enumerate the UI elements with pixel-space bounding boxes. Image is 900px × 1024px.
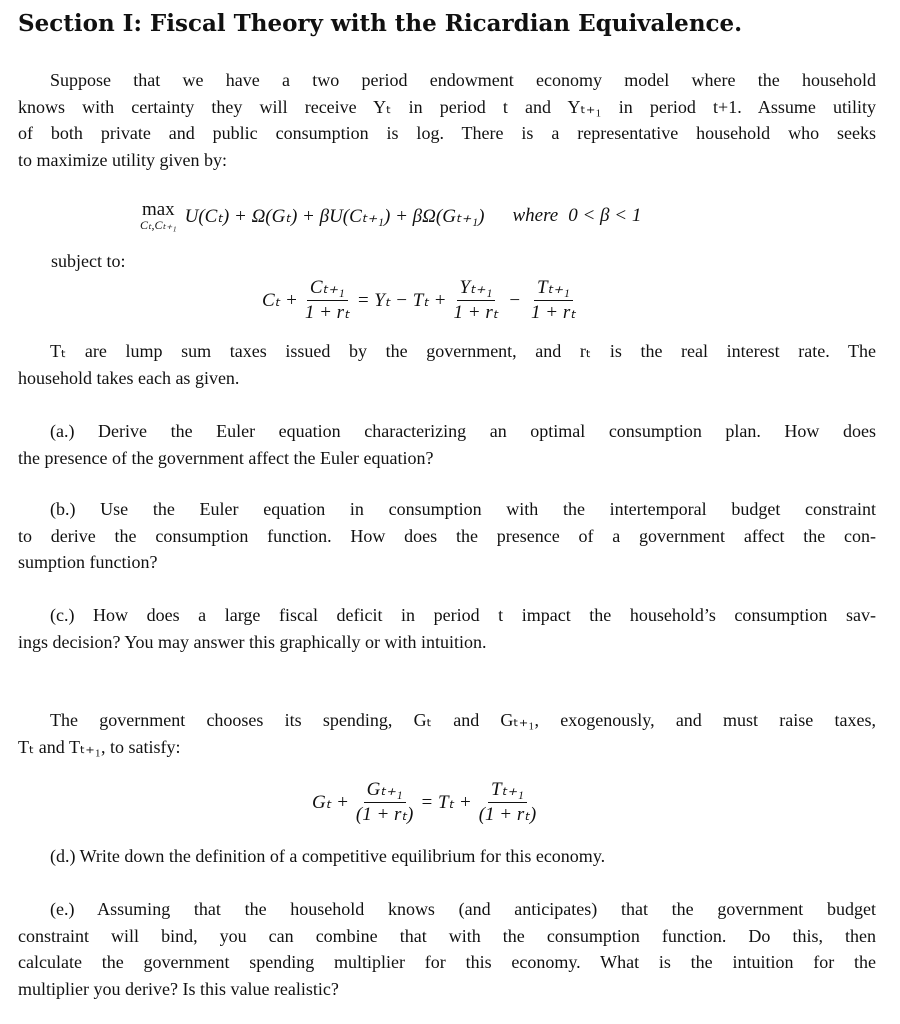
- question-line: ings decision? You may answer this graphically or with intuition.: [18, 631, 487, 652]
- question-line: calculate the government spending multiplier for this economy. What is the intuition for the: [18, 952, 876, 972]
- subject-to-label: subject to:: [51, 251, 126, 271]
- gov-fraction-taxes: [476, 780, 539, 825]
- government-budget-constraint: [312, 780, 543, 825]
- question-line: (b.) Use the Euler equation in consumption with the intertemporal budget constraint: [50, 499, 876, 519]
- budget-fraction-taxes: [528, 278, 579, 323]
- question-d: [18, 843, 876, 870]
- intro-line: Suppose that we have a two period endowment economy model where the household: [50, 70, 876, 90]
- government-line: The government chooses its spending, Gₜ and Gₜ₊₁, exogenously, and must raise taxes,: [50, 710, 876, 730]
- denominator: (1 + rₜ): [478, 804, 537, 825]
- government-paragraph: [18, 707, 876, 760]
- question-line: multiplier you derive? Is this value realistic?: [18, 978, 339, 999]
- question-line: (a.) Derive the Euler equation characterizing an optimal consumption plan. How does: [50, 421, 876, 441]
- taxes-note: [18, 338, 876, 391]
- max-operator: max: [141, 199, 175, 220]
- minus-sign: −: [509, 289, 521, 311]
- gov-budget-middle: = Tₜ +: [420, 792, 472, 813]
- numerator: Tₜ₊₁: [488, 780, 527, 803]
- numerator: Cₜ₊₁: [307, 278, 348, 301]
- question-line: (d.) Write down the definition of a competitive equilibrium for this economy.: [50, 846, 606, 866]
- question-line: (e.) Assuming that the household knows (and anticipates) that the government budget: [50, 899, 876, 919]
- denominator: (1 + rₜ): [355, 804, 414, 825]
- objective-equation: [140, 201, 641, 231]
- denominator: 1 + rₜ: [304, 302, 350, 323]
- denominator: 1 + rₜ: [531, 302, 576, 323]
- question-a: [18, 418, 876, 471]
- government-line: Tₜ and Tₜ₊₁, to satisfy:: [18, 736, 181, 757]
- intro-line: to maximize utility given by:: [18, 149, 227, 170]
- numerator: Tₜ₊₁: [534, 278, 573, 301]
- max-subscript: Cₜ,Cₜ₊₁: [140, 218, 177, 232]
- question-e: [18, 896, 876, 1002]
- condition-word: where: [512, 205, 559, 226]
- numerator: Gₜ₊₁: [364, 780, 406, 803]
- question-c: [18, 602, 876, 655]
- budget-middle: = Yₜ − Tₜ +: [356, 290, 447, 311]
- beta-condition: 0 < β < 1: [568, 205, 642, 226]
- question-b: [18, 496, 876, 576]
- objective-expression: U(Cₜ) + Ω(Gₜ) + βU(Cₜ₊₁) + βΩ(Gₜ₊₁): [184, 205, 485, 227]
- question-line: to derive the consumption function. How does the presence of a government affect the con-: [18, 525, 876, 546]
- question-line: sumption function?: [18, 552, 158, 572]
- question-line: (c.) How does a large fiscal deficit in period t impact the household’s consumption sav-: [50, 605, 876, 625]
- intro-line: of both private and public consumption is log. There is a representative household who seeks: [18, 123, 876, 143]
- budget-fraction-consumption: [302, 278, 353, 323]
- intro-paragraph: [18, 67, 876, 173]
- budget-constraint: [262, 278, 583, 323]
- denominator: 1 + rₜ: [453, 302, 499, 323]
- note-line: household takes each as given.: [18, 367, 240, 388]
- question-line: the presence of the government affect the Euler equation?: [18, 447, 434, 468]
- section-title: Section I: Fiscal Theory with the Ricardian Equivalence.: [18, 10, 743, 37]
- gov-budget-lhs: Gₜ +: [312, 792, 349, 813]
- gov-fraction-spending: [353, 780, 416, 825]
- budget-fraction-income: [451, 278, 502, 323]
- intro-line: knows with certainty they will receive Yₜ in period t and Yₜ₊₁ in period t+1. Assume utility: [18, 96, 876, 117]
- budget-lhs: Cₜ +: [262, 290, 298, 311]
- question-line: constraint will bind, you can combine that with the consumption function. Do this, then: [18, 925, 876, 946]
- numerator: Yₜ₊₁: [457, 278, 496, 301]
- note-line: Tₜ are lump sum taxes issued by the government, and rₜ is the real interest rate. The: [50, 341, 876, 361]
